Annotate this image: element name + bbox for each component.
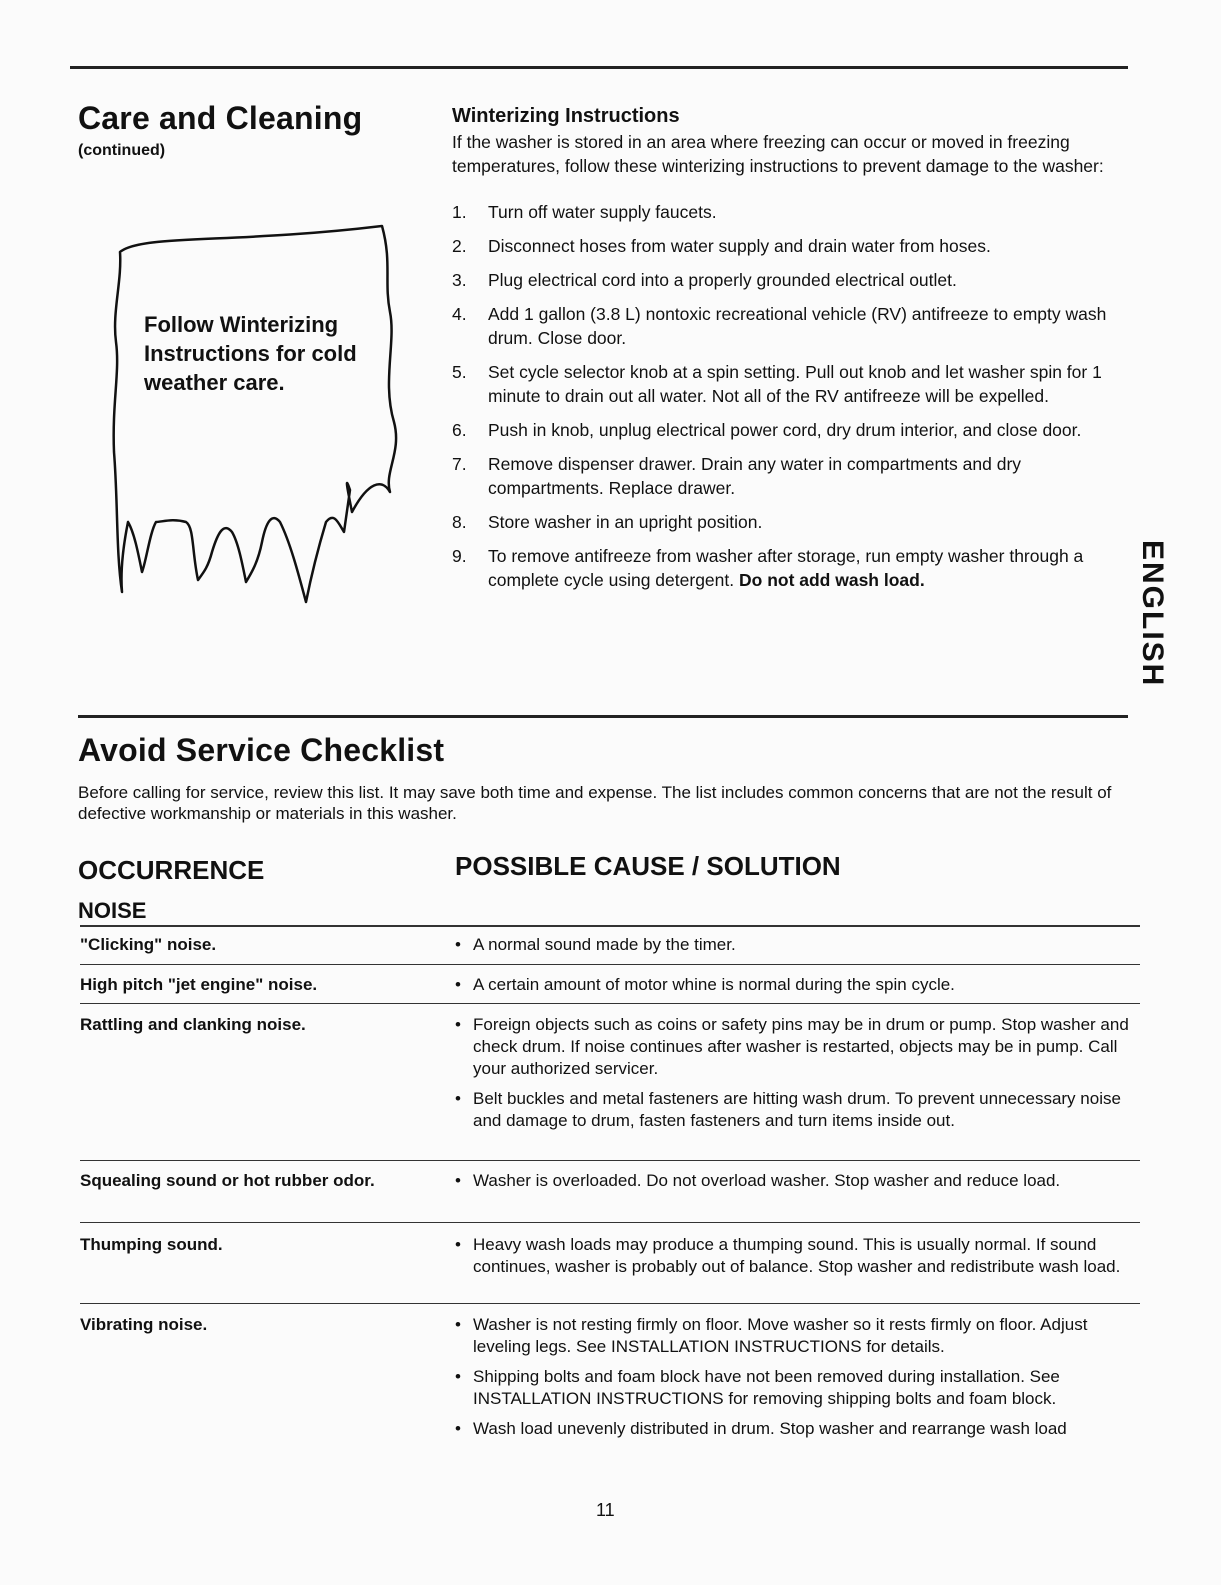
section-title-checklist: Avoid Service Checklist — [78, 732, 445, 768]
top-rule — [70, 66, 1128, 69]
solution-item: • Shipping bolts and foam block have not been removed during installation. See INSTALLATION INSTRUCTIONS for removing shipping bolts and foam block. — [455, 1367, 1060, 1408]
column-header-occurrence: OCCURRENCE — [78, 855, 265, 885]
solution-cell — [455, 1170, 1135, 1200]
occurrence-cell: "Clicking" noise. — [80, 935, 217, 954]
occurrence-cell: High pitch "jet engine" noise. — [80, 975, 318, 994]
solution-item: • Belt buckles and metal fasteners are hitting wash drum. To prevent unnecessary noise and damage to drum, fasten fasteners and turn items inside out. — [455, 1089, 1121, 1130]
table-rule — [80, 1303, 1140, 1304]
solution-cell — [455, 974, 1135, 1004]
list-item: 6. Push in knob, unplug electrical power cord, dry drum interior, and close door. — [452, 420, 1082, 440]
column-header-solution: POSSIBLE CAUSE / SOLUTION — [455, 851, 841, 881]
section-subtitle: (continued) — [78, 142, 166, 159]
winterizing-steps — [452, 200, 1132, 592]
list-item: 2. Disconnect hoses from water supply and drain water from hoses. — [452, 236, 991, 256]
table-rule — [80, 925, 1140, 927]
list-item: 1. Turn off water supply faucets. — [452, 202, 717, 222]
occurrence-cell: Rattling and clanking noise. — [80, 1015, 306, 1034]
occurrence-cell: Vibrating noise. — [80, 1315, 208, 1334]
checklist-intro: Before calling for service, review this list. It may save both time and expense. The list includes common concerns that are not the result of defective workmanship or materials in this washer. — [78, 783, 1112, 823]
solution-cell — [455, 1234, 1135, 1286]
table-rule — [80, 964, 1140, 965]
list-item: 4. Add 1 gallon (3.8 L) nontoxic recreational vehicle (RV) antifreeze to empty wash drum. Close door. — [452, 304, 1107, 348]
solution-item: • Wash load unevenly distributed in drum. Stop washer and rearrange wash load — [455, 1419, 1067, 1438]
icicle-frame-icon — [112, 222, 402, 612]
callout-text: Follow Winterizing Instructions for cold weather care. — [144, 312, 357, 395]
table-rule — [80, 1160, 1140, 1161]
occurrence-cell: Squealing sound or hot rubber odor. — [80, 1171, 375, 1190]
solution-item: • Heavy wash loads may produce a thumping sound. This is usually normal. If sound continues, washer is probably out of balance. Stop washer and redistribute wash load. — [455, 1235, 1121, 1276]
section-rule — [78, 715, 1128, 718]
winterizing-heading: Winterizing Instructions — [452, 105, 680, 127]
table-rule — [80, 1222, 1140, 1223]
solution-item: • A certain amount of motor whine is normal during the spin cycle. — [455, 975, 955, 994]
winterizing-section — [452, 104, 1132, 602]
solution-cell — [455, 934, 1135, 964]
winterizing-intro: If the washer is stored in an area where freezing can occur or moved in freezing temperatures, follow these winterizing instructions to prevent damage to the washer: — [452, 132, 1104, 176]
solution-item: • Foreign objects such as coins or safety pins may be in drum or pump. Stop washer and check drum. If noise continues after washer is restarted, objects may be in pump. Call your authorized servicer. — [455, 1015, 1129, 1078]
solution-item: • Washer is overloaded. Do not overload washer. Stop washer and reduce load. — [455, 1171, 1061, 1190]
occurrence-cell: Thumping sound. — [80, 1235, 223, 1254]
list-item: 5. Set cycle selector knob at a spin setting. Pull out knob and let washer spin for 1 minute to drain out all water. Not all of the RV antifreeze will be expelled. — [452, 362, 1102, 406]
list-item: 3. Plug electrical cord into a properly grounded electrical outlet. — [452, 270, 957, 290]
list-item: 7. Remove dispenser drawer. Drain any water in compartments and dry compartments. Replace drawer. — [452, 454, 1022, 498]
solution-cell — [455, 1014, 1135, 1140]
bold-warning: Do not add wash load. — [739, 570, 925, 590]
list-item: 9. To remove antifreeze from washer after storage, run empty washer through a complete cycle using detergent. Do not add wash load. — [452, 546, 1084, 590]
table-rule — [80, 1003, 1140, 1004]
winter-callout — [112, 222, 402, 612]
language-side-tab: ENGLISH — [1136, 540, 1169, 688]
solution-item: • A normal sound made by the timer. — [455, 935, 736, 954]
solution-item: • Washer is not resting firmly on floor. Move washer so it rests firmly on floor. Adjust leveling legs. See INSTALLATION INSTRUCTIONS for details. — [455, 1315, 1088, 1356]
section-title-care: Care and Cleaning — [78, 100, 363, 136]
category-label: NOISE — [78, 898, 147, 923]
page-number: 11 — [596, 1500, 615, 1520]
list-item: 8. Store washer in an upright position. — [452, 512, 763, 532]
solution-cell — [455, 1314, 1135, 1448]
